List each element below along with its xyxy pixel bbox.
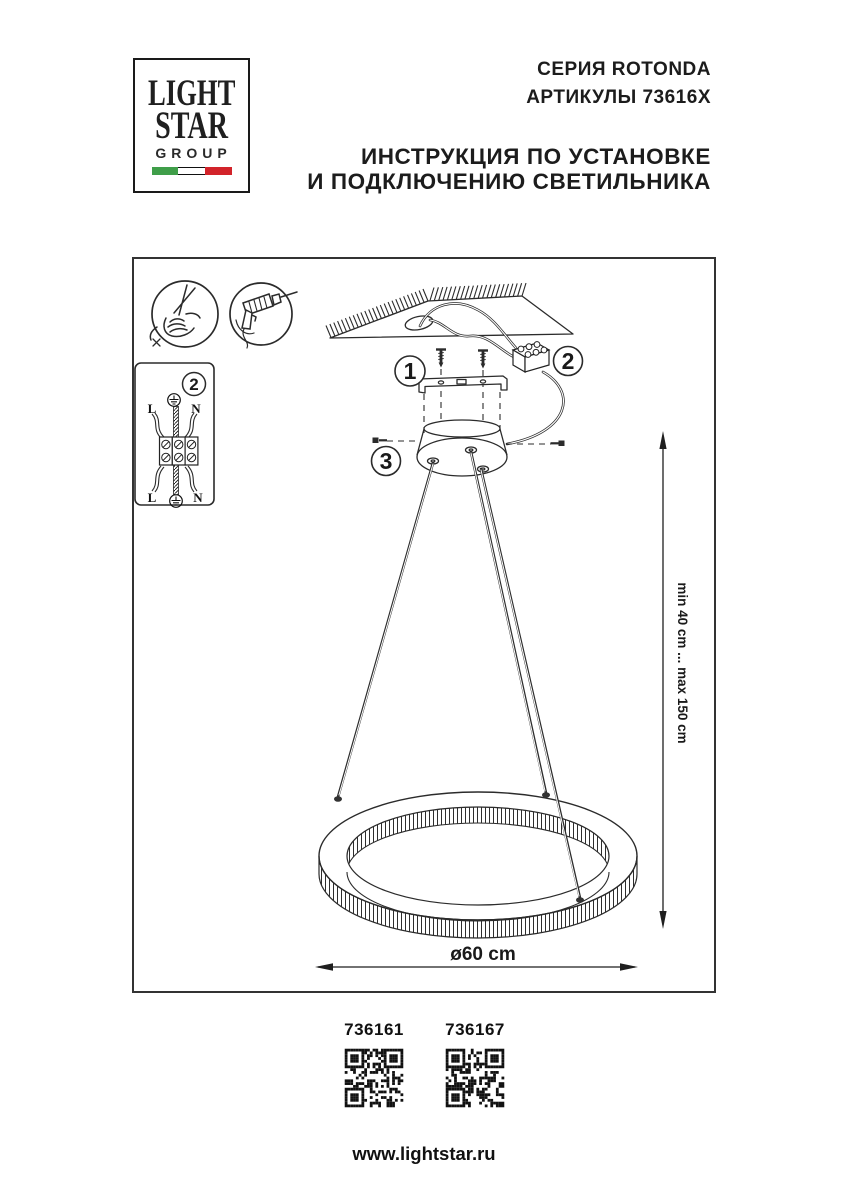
step-1-number: 1 bbox=[403, 358, 417, 384]
step-3-number: 3 bbox=[379, 448, 393, 474]
series-title: СЕРИЯ ROTONDA bbox=[537, 59, 711, 80]
terminal-strip bbox=[160, 437, 198, 465]
mounting-screws bbox=[436, 350, 488, 369]
qr-code-1 bbox=[341, 1045, 407, 1111]
wire-stripper-icon bbox=[150, 281, 218, 347]
qr-code-2 bbox=[442, 1045, 508, 1111]
instruction-title-1: ИНСТРУКЦИЯ ПО УСТАНОВКЕ bbox=[360, 144, 711, 169]
article-block-2 bbox=[440, 1020, 510, 1116]
logo-star: STAR bbox=[155, 104, 228, 147]
logo-light: LIGHT bbox=[147, 73, 236, 114]
website-url: www.lightstar.ru bbox=[352, 1143, 496, 1164]
line-label-top: L bbox=[147, 401, 157, 416]
drill-icon bbox=[230, 283, 297, 348]
step-2-number: 2 bbox=[561, 348, 575, 374]
mounting-bracket bbox=[419, 376, 507, 393]
wiring-step-number: 2 bbox=[189, 375, 199, 394]
terminal-block bbox=[513, 342, 549, 372]
instruction-title-2: И ПОДКЛЮЧЕНИЮ СВЕТИЛЬНИКА bbox=[307, 169, 711, 194]
articles-title: АРТИКУЛЫ 73616X bbox=[526, 87, 711, 108]
neutral-label-top: N bbox=[191, 401, 201, 416]
earth-symbol-top-icon bbox=[168, 394, 181, 407]
diameter-label: ø60 cm bbox=[450, 944, 516, 965]
wiring-diagram-inset bbox=[135, 363, 214, 507]
article-code-2: 736167 bbox=[445, 1020, 505, 1039]
earth-symbol-bottom-icon bbox=[170, 495, 183, 508]
line-label-bottom: L bbox=[147, 490, 157, 505]
article-block-1 bbox=[339, 1020, 409, 1116]
article-code-1: 736161 bbox=[344, 1020, 404, 1039]
neutral-label-bottom: N bbox=[193, 490, 203, 505]
height-range-label: min 40 cm ... max 150 cm bbox=[675, 582, 690, 744]
logo-group: GROUP bbox=[155, 145, 232, 161]
height-dimension bbox=[659, 431, 666, 929]
ring-luminaire bbox=[319, 792, 637, 938]
